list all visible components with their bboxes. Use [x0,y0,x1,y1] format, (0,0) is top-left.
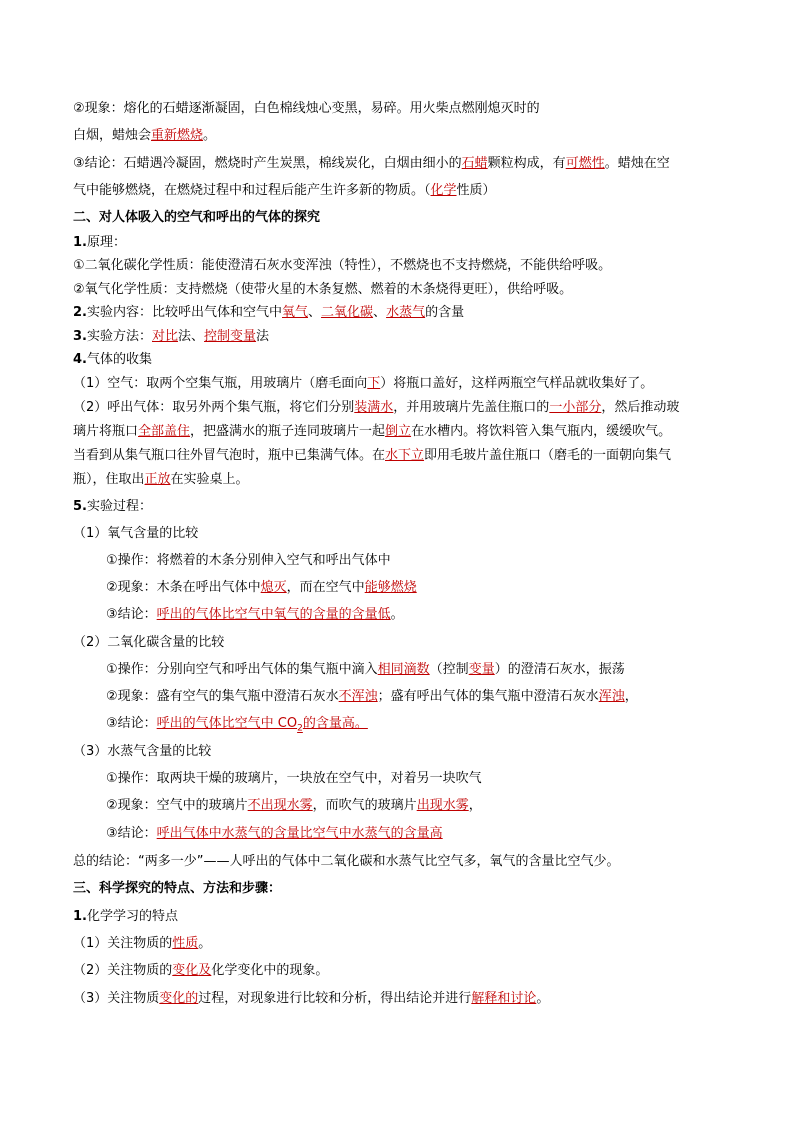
fill-in-answer: 可燃性 [565,156,605,171]
text-line [73,990,549,1008]
text-segment: ①操作：取两块干燥的玻璃片，一块放在空气中，对着另一块吹气 [106,771,482,786]
fill-in-answer: 浑浊 [598,689,625,704]
text-line [73,100,540,118]
text-segment: （控制 [429,662,469,677]
text-segment: 实验方法： [86,329,152,344]
text-segment: （2）二氧化碳含量的比较 [73,635,225,650]
fill-in-answer: 全部盖住 [138,424,191,439]
text-line [73,399,679,417]
text-segment: 颗粒构成，有 [487,156,566,171]
text-segment: （3）关注物质 [73,991,160,1006]
fill-in-answer: 呼出的气体比空气中 CO [156,716,298,731]
text-line [73,155,670,173]
fill-in-answer: 出现水雾 [416,798,469,813]
fill-in-answer: 控制变量 [204,329,257,344]
text-segment: ）将瓶口盖好，这样两瓶空气样品就收集好了。 [380,376,654,391]
text-segment: ， [624,689,638,704]
text-line [73,880,281,898]
fill-in-answer: 熄灭 [260,580,287,595]
text-line [73,375,653,393]
text-segment: ）的澄清石灰水，振荡 [494,662,625,677]
text-segment: 气体的收集 [86,352,152,367]
text-line [73,962,328,980]
text-line [106,606,404,624]
text-segment: ，并用玻璃片先盖住瓶口的 [393,400,550,415]
text-segment: 化学变化中的现象。 [211,963,329,978]
text-line [73,304,464,322]
text-segment: ，把盛满水的瓶子连同玻璃片一起 [190,424,386,439]
fill-in-answer: 重新燃烧 [151,128,204,143]
text-segment: 实验过程： [86,499,152,514]
text-segment: ②现象：熔化的石蜡逐渐凝固，白色棉线烛心变黑，易碎。用火柴点燃刚熄灭时的 [73,101,540,116]
text-segment: （1）氧气含量的比较 [73,526,199,541]
fill-in-answer: 相同滴数 [377,662,430,677]
fill-in-answer: 氧气 [282,305,309,320]
text-line [73,634,224,652]
fill-in-answer: 呼出的气体比空气中氧气的含量的含量低 [156,607,391,622]
text-line [106,770,482,788]
text-line [106,552,391,570]
text-line [106,797,482,815]
text-segment: （3）水蒸气含量的比较 [73,744,212,759]
text-segment: 即用毛玻片盖住瓶口（磨毛的一面朝向集气 [424,448,672,463]
text-segment: 总的结论：“两多一少”——人呼出的气体中二氧化碳和水蒸气比空气多，氧气的含量比空气少。 [73,854,620,869]
text-segment: ①操作：分别向空气和呼出气体的集气瓶中滴入 [106,662,378,677]
fill-in-answer: 性质 [172,936,199,951]
text-segment: 、 [373,305,387,320]
text-segment: ③结论：石蜡遇冷凝固，燃烧时产生炭黑，棉线炭化，白烟由细小的 [73,156,462,171]
text-segment: 三、科学探究的特点、方法和步骤： [73,881,282,896]
text-line [73,328,269,346]
text-segment: ③结论： [106,826,157,841]
text-line [73,127,216,145]
text-segment: ，而吹气的玻璃片 [312,798,417,813]
fill-in-answer: 不出现水雾 [247,798,313,813]
text-line [73,234,126,252]
text-segment: ，而在空气中 [286,580,365,595]
text-segment: ，然后推动玻 [601,400,680,415]
text-segment: 性质） [456,183,496,198]
text-line [73,447,671,465]
text-segment: 1. [73,235,87,250]
fill-in-answer: 变化 [172,963,199,978]
text-segment: 5. [73,499,87,514]
text-segment: 。 [203,128,217,143]
text-segment: ②现象：木条在呼出气体中 [106,580,261,595]
text-segment: （1）关注物质的 [73,936,173,951]
fill-in-answer: 倒立 [385,424,412,439]
text-segment: 白烟，蜡烛会 [73,128,152,143]
text-segment: 当看到从集气瓶口往外冒气泡时，瓶中已集满气体。在 [73,448,386,463]
text-line [73,281,572,299]
text-segment: ③结论： [106,607,157,622]
text-segment: 。 [536,991,550,1006]
fill-in-answer: 能够燃烧 [364,580,417,595]
text-segment: 法、 [178,329,205,344]
text-line [73,471,249,489]
text-segment: （1）空气：取两个空集气瓶，用玻璃片（磨毛面向 [73,376,368,391]
text-line [73,525,198,543]
text-segment: 二、对人体吸入的空气和呼出的气体的探究 [73,210,321,225]
text-segment: 。 [198,936,212,951]
text-line [106,661,625,679]
text-line [73,498,152,516]
text-segment: 实验内容：比较呼出气体和空气中 [86,305,282,320]
text-segment: 气中能够燃烧，在燃烧过程中和过程后能产生许多新的物质。（ [73,183,431,198]
text-segment: 在实验桌上。 [170,472,249,487]
text-segment: ②现象：空气中的玻璃片 [106,798,248,813]
fill-in-answer: 石蜡 [461,156,488,171]
fill-in-answer: 化学 [430,183,457,198]
text-segment: 4. [73,352,87,367]
text-segment: （2）关注物质的 [73,963,173,978]
text-segment: 原理： [86,235,126,250]
text-line [73,209,320,227]
text-line [106,825,443,843]
fill-in-answer: 解释和讨论 [471,991,537,1006]
text-line [106,579,417,597]
text-segment: 。蜡烛在空 [604,156,670,171]
fill-in-answer: 的含量高。 [302,716,368,731]
text-line [73,908,178,926]
text-line [106,688,638,706]
text-segment: 2. [73,305,87,320]
text-segment: 的含量 [425,305,465,320]
text-segment: 法 [256,329,270,344]
fill-in-answer: 正放 [144,472,171,487]
text-segment: 璃片将瓶口 [73,424,139,439]
text-segment: 。 [390,607,404,622]
text-line [73,853,619,871]
fill-in-answer: 变量 [468,662,495,677]
text-segment: 瓶），住取出 [73,472,145,487]
text-line [73,423,671,441]
fill-in-answer: 下 [367,376,381,391]
fill-in-answer: 一小部分 [549,400,602,415]
fill-in-answer: 水蒸气 [386,305,426,320]
text-segment: ②现象：盛有空气的集气瓶中澄清石灰水 [106,689,339,704]
fill-in-answer: 变化的 [159,991,199,1006]
fill-in-answer: 装满水 [354,400,394,415]
text-segment: ③结论： [106,716,157,731]
text-segment: 在水槽内。将饮料管入集气瓶内，缓缓吹气。 [411,424,672,439]
fill-in-answer: 不浑浊 [338,689,378,704]
text-segment: ；盛有呼出气体的集气瓶中澄清石灰水 [377,689,599,704]
text-segment: 1. [73,909,87,924]
text-segment: （2）呼出气体：取另外两个集气瓶，将它们分别 [73,400,355,415]
text-line [73,935,211,953]
text-segment: 3. [73,329,87,344]
fill-in-answer: 水下立 [385,448,425,463]
text-segment: 、 [308,305,322,320]
text-line [73,257,611,275]
text-segment: 化学学习的特点 [86,909,178,924]
fill-in-answer: 及 [198,963,212,978]
text-line [73,743,211,761]
text-line [73,351,152,369]
fill-in-answer: 2 [297,723,303,734]
fill-in-answer: 呼出气体中水蒸气的含量比空气中水蒸气的含量高 [156,826,443,841]
text-segment: ①二氧化碳化学性质：能使澄清石灰水变浑浊（特性），不燃烧也不支持燃烧，不能供给呼吸。 [73,258,612,273]
text-segment: ②氧气化学性质：支持燃烧（使带火星的木条复燃、燃着的木条烧得更旺），供给呼吸。 [73,282,573,297]
text-segment: ， [468,798,482,813]
text-segment: 过程，对现象进行比较和分析，得出结论并进行 [198,991,472,1006]
text-line [73,182,496,200]
fill-in-answer: 对比 [152,329,179,344]
fill-in-answer: 二氧化碳 [321,305,374,320]
text-line [106,715,368,733]
text-segment: ①操作：将燃着的木条分别伸入空气和呼出气体中 [106,553,391,568]
